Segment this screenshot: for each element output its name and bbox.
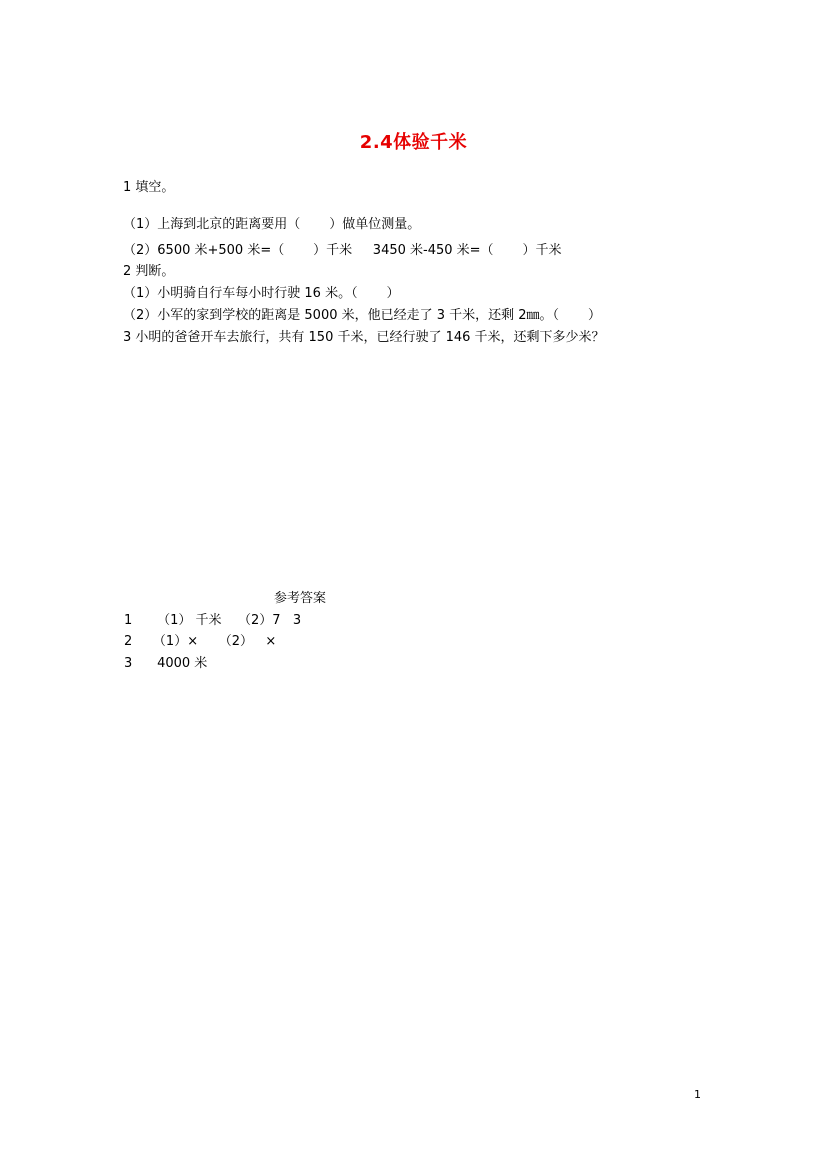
answer-1: 1 （1） 千米 （2）7 3 <box>124 613 302 628</box>
judge-heading: 2 判断。 <box>123 264 175 279</box>
document-title: 2.4体验千米 <box>359 132 468 153</box>
answer-2: 2 （1）× （2） × <box>124 634 277 649</box>
answers-heading: 参考答案 <box>273 591 326 606</box>
question-2-1: （1）小明骑自行车每小时行驶 16 米。（ ） <box>123 286 400 301</box>
answer-3: 3 4000 米 <box>124 656 208 671</box>
fill-blank-heading: 1 填空。 <box>123 180 175 195</box>
question-2-2: （2）小军的家到学校的距离是 5000 米，他已经走了 3 千米，还剩 2㎜。（ ） <box>123 308 601 323</box>
question-1-1: （1）上海到北京的距离要用（ ）做单位测量。 <box>123 217 421 232</box>
page-number: 1 <box>694 1088 701 1101</box>
question-3: 3 小明的爸爸开车去旅行，共有 150 千米，已经行驶了 146 千米，还剩下多少米？ <box>123 330 605 345</box>
question-1-2: （2）6500 米+500 米=（ ）千米 3450 米-450 米=（ ）千米 <box>123 243 562 258</box>
